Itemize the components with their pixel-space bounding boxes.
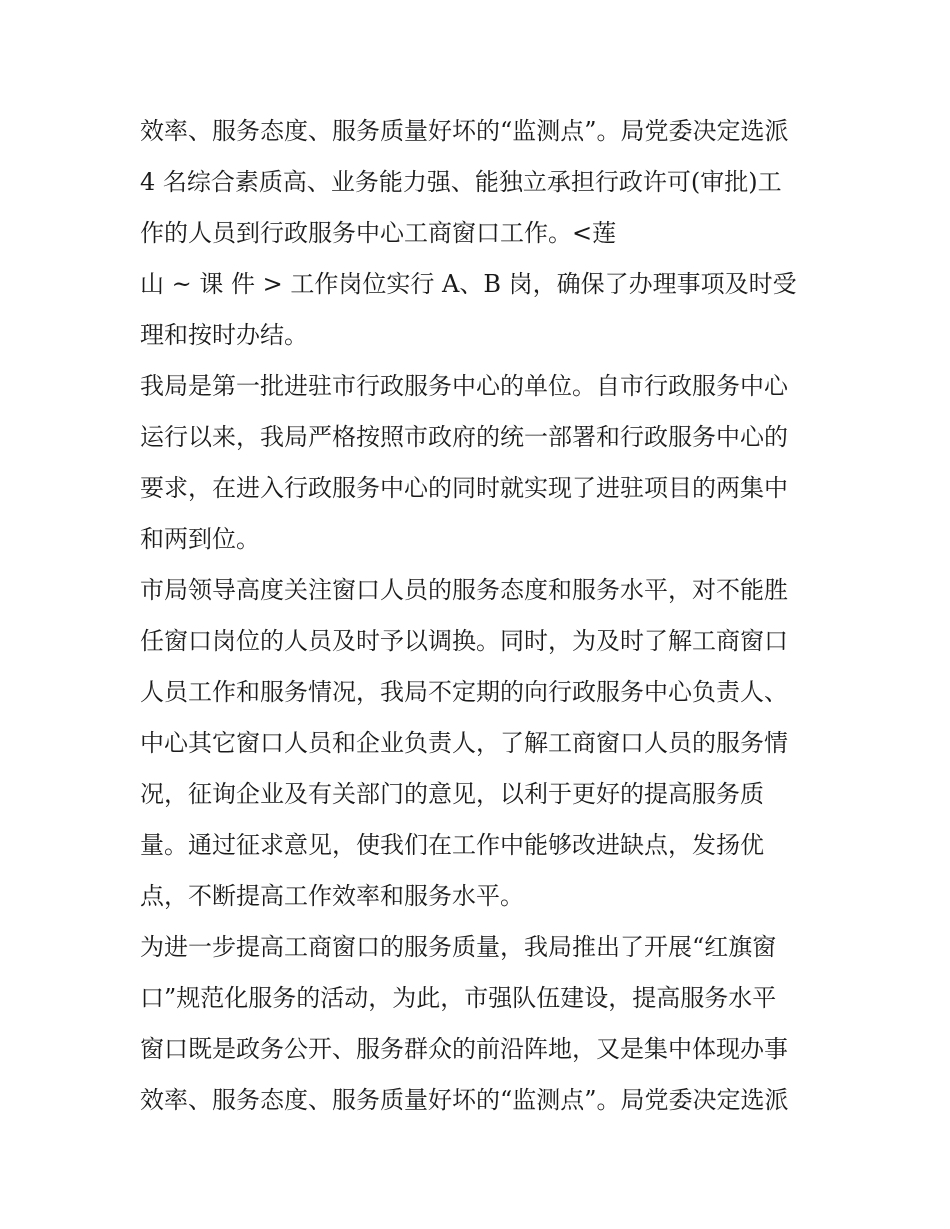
text-line: 山 ~ 课 件 > 工作岗位实行 A、B 岗，确保了办理事项及时受 xyxy=(140,270,797,298)
body-text xyxy=(140,106,830,1126)
text-line: 为进一步提高工商窗口的服务质量，我局推出了开展“红旗窗 xyxy=(140,933,777,961)
text-line: 况，征询企业及有关部门的意见，以利于更好的提高服务质 xyxy=(140,780,764,808)
text-line: 4 名综合素质高、业务能力强、能独立承担行政许可(审批)工 xyxy=(140,168,782,196)
text-line: 和两到位。 xyxy=(140,525,260,553)
text-line: 任窗口岗位的人员及时予以调换。同时，为及时了解工商窗口 xyxy=(140,627,788,655)
text-line: 中心其它窗口人员和企业负责人，了解工商窗口人员的服务情 xyxy=(140,729,788,757)
text-line: 运行以来，我局严格按照市政府的统一部署和行政服务中心的 xyxy=(140,423,788,451)
text-line: 市局领导高度关注窗口人员的服务态度和服务水平，对不能胜 xyxy=(140,576,788,604)
text-line: 点，不断提高工作效率和服务水平。 xyxy=(140,882,524,910)
text-line: 我局是第一批进驻市行政服务中心的单位。自市行政服务中心 xyxy=(140,372,788,400)
text-line: 人员工作和服务情况，我局不定期的向行政服务中心负责人、 xyxy=(140,678,788,706)
text-line: 要求，在进入行政服务中心的同时就实现了进驻项目的两集中 xyxy=(140,474,788,502)
text-line: 口”规范化服务的活动，为此，市强队伍建设，提高服务水平 xyxy=(140,984,777,1012)
text-line: 量。通过征求意见，使我们在工作中能够改进缺点，发扬优 xyxy=(140,831,764,859)
text-line: 窗口既是政务公开、服务群众的前沿阵地，又是集中体现办事 xyxy=(140,1035,788,1063)
text-line: 效率、服务态度、服务质量好坏的“监测点”。局党委决定选派 xyxy=(140,117,789,145)
text-line: 作的人员到行政服务中心工商窗口工作。<莲 xyxy=(140,219,617,247)
text-line: 理和按时办结。 xyxy=(140,321,308,349)
text-line: 效率、服务态度、服务质量好坏的“监测点”。局党委决定选派 xyxy=(140,1086,789,1114)
